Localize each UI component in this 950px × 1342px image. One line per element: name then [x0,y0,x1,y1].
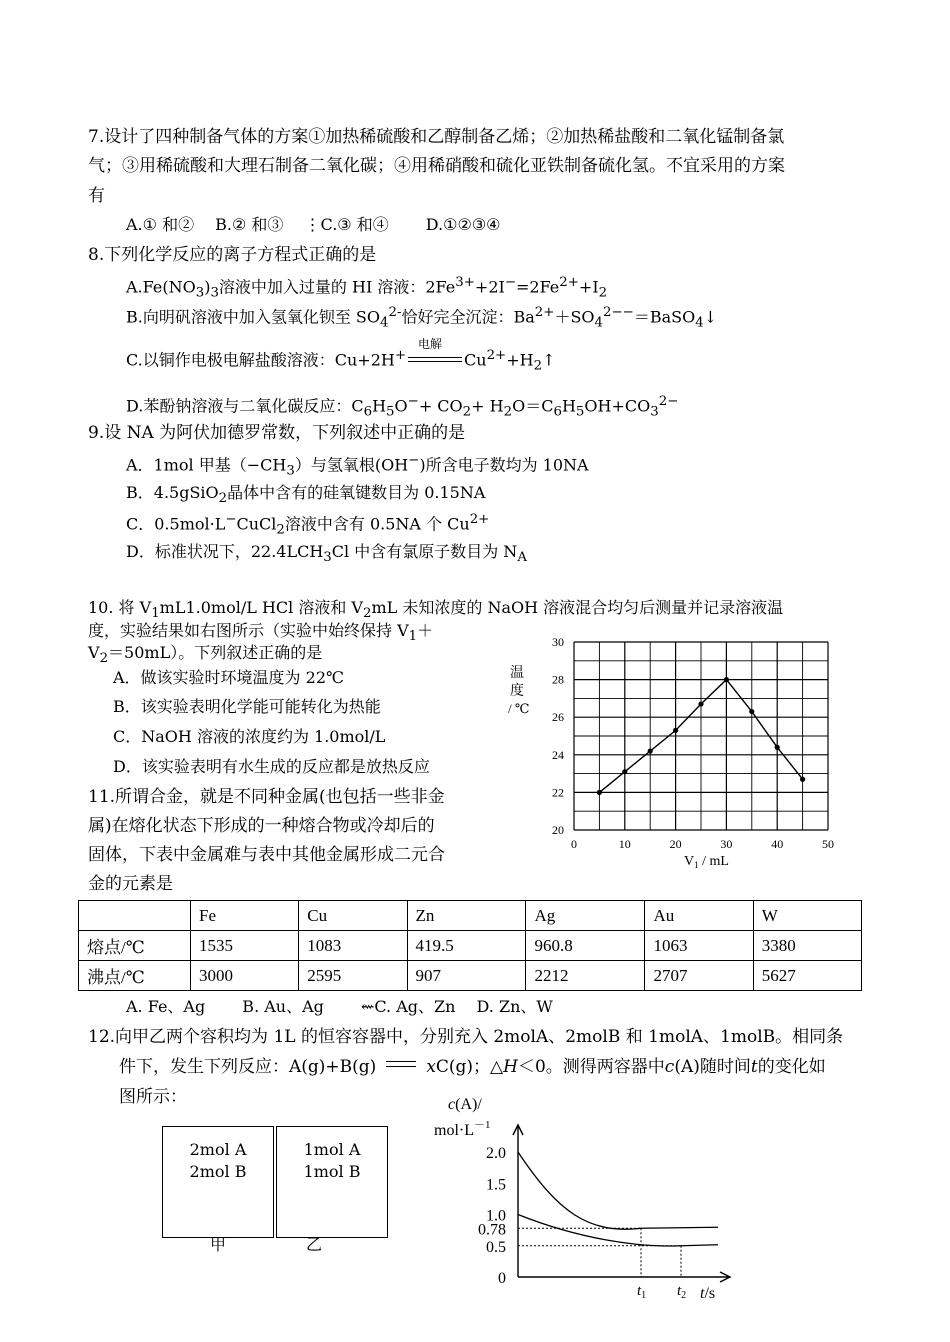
table-cell: 2707 [645,961,753,991]
chart-axes [513,1125,730,1282]
container-yi-line2: 1mol B [303,1162,361,1181]
table-cell [79,901,191,931]
x-tick-label: 50 [822,837,834,851]
data-point [597,790,602,795]
concentration-chart [430,1095,740,1305]
y-axis-label-unit: / ℃ [508,701,530,716]
table-cell: 2595 [299,961,407,991]
q11-options: A. Fe、Ag B. Au、Ag ⇜C. Ag、Zn D. Zn、W [126,997,553,1016]
q8-option-a: $A.Fe(NO_3)_3$溶液中加入过量的 HI 溶液：$2Fe^{3+}+2I^-=2Fe^{2+}+I_2$ [126,275,608,301]
q9-stem: 9.设 NA 为阿伏加德罗常数，下列叙述中正确的是 [88,423,466,443]
q11-line4: 金的元素是 [88,874,173,894]
table-cell: Cu [299,901,407,931]
temperature-chart [500,625,850,875]
data-point [749,709,754,714]
y-tick-label: 0.78 [478,1221,506,1239]
label-jia: 甲 [210,1235,227,1254]
table-header-row [79,901,862,931]
q9-option-a: A．1mol 甲基$(-CH_3)$与氢氧根(OH−)所含电子数均为 10NA [126,453,589,479]
y-tick-label: 24 [552,747,564,762]
table-cell: 1535 [191,931,299,961]
q10-line1: 10. 将 $V_1mL1.0mol/L$ HCl 溶液和 $V_2mL$ 未知浓度的 NaOH 溶液混合均匀后测量并记录溶液温 [88,598,784,622]
y-axis-label-c: c(A)/ [448,1096,482,1113]
q12-line2: 件下，发生下列反应：A(g)+B(g) xC(g)；△H＜0。测得两容器中c(A)随时间t的变化如 [119,1057,826,1077]
data-point [724,677,729,682]
q11-line1: 11.所谓合金，就是不同种金属(也包括一些非金 [88,787,445,807]
q7-options: A.① 和② B.② 和③ ⋮C.③ 和④ D.①②③④ [126,215,501,234]
electrolysis-arrow: 电解 [408,351,462,365]
y-tick-label: 1.0 [486,1207,506,1225]
label-yi: 乙 [306,1235,323,1254]
x-tick-label: 40 [771,837,784,851]
table-row [79,931,862,961]
x-mark-label: $t_1$ [637,1283,647,1301]
x-mark-label: $t_2$ [677,1283,687,1301]
q8-option-d: D.苯酚钠溶液与二氧化碳反应：$C_6H_5O^-+ CO_2+ H_2O=C_6H_5OH+CO_3^{2-}$ [126,394,679,420]
table-cell: 1063 [645,931,753,961]
table-cell: 3380 [753,931,861,961]
data-point [800,777,805,782]
table-cell: 1083 [299,931,407,961]
y-tick-label: 0.5 [486,1238,506,1256]
q9-option-b: B．4.5gSiO$_2$晶体中含有的硅氧键数目为 0.15NA [126,483,486,507]
y-tick-label: 0 [498,1270,506,1287]
container-yi-line1: 1mol A [303,1140,361,1159]
y-tick-label: 20 [552,823,564,837]
q11-line3: 固体，下表中金属难与表中其他金属形成二元合 [88,845,445,865]
y-axis-label-wen: 温 [510,666,524,681]
y-tick-label: 1.5 [486,1176,506,1194]
chart-grid [574,642,828,830]
y-tick-label: 2.0 [486,1145,506,1162]
data-point [775,745,780,750]
data-point [698,701,703,706]
y-tick-label: 26 [552,710,564,725]
table-cell: 960.8 [526,931,645,961]
table-cell: 5627 [753,961,861,991]
y-axis-label-unit: $mol\cdot L^{-1}$ [434,1119,491,1139]
q10-option-c: C．NaOH 溶液的浓度约为 1.0mol/L [113,727,386,746]
y-tick-label: 28 [552,672,564,687]
q11-line2: 属)在熔化状态下形成的一种熔合物或冷却后的 [88,816,435,836]
q7-line3: 有 [88,186,105,206]
q8-option-b: B.向明矾溶液中加入氢氧化钡至 $SO_4^{2-}$恰好完全沉淀：$Ba^{2+}+SO_4^{2--}=BaSO_4↓$ [126,305,718,331]
table-cell: Fe [191,901,299,931]
equilibrium-arrow [376,1058,426,1072]
container-jia-line1: 2mol A [189,1140,247,1159]
table-cell: Au [645,901,753,931]
table-cell: Ag [526,901,645,931]
curve-yi [518,1215,718,1247]
x-tick-label: 20 [669,837,682,851]
x-axis-label: $V_1$ / mL [684,854,729,870]
q8-option-c: C.以铜作电极电解盐酸溶液：Cu+2H+ 电解 $Cu^{2+}+H_2↑$ [126,337,556,374]
q10-option-b: B．该实验表明化学能可能转化为热能 [113,697,381,716]
x-tick-label: 30 [720,837,733,851]
table-cell: 熔点/℃ [79,931,191,961]
y-tick-label: 22 [552,785,564,800]
y-tick-label: 30 [552,635,564,649]
x-tick-label: 10 [618,837,631,851]
table-cell: 419.5 [407,931,526,961]
q10-option-a: A．做该实验时环境温度为 22℃ [113,668,344,687]
q7-line1: 7.设计了四种制备气体的方案①加热稀硫酸和乙醇制备乙烯；②加热稀盐酸和二氧化锰制备氯 [88,127,785,147]
q7-line2: 气；③用稀硫酸和大理石制备二氧化碳；④用稀硝酸和硫化亚铁制备硫化氢。不宜采用的方案 [88,156,785,176]
data-point [622,769,627,774]
data-point [648,748,653,753]
container-jia [162,1126,274,1238]
q12-line1: 12.向甲乙两个容积均为 1L 的恒容容器中，分别充入 2molA、2molB 和 1molA、1molB。相同条 [88,1027,844,1047]
table-cell: W [753,901,861,931]
table-cell: Zn [407,901,526,931]
container-jia-line2: 2mol B [189,1162,247,1181]
q12-line3: 图所示： [119,1087,187,1107]
y-axis-label-du: 度 [510,684,524,699]
q9-option-d: D．标准状况下，$22.4LCH_3Cl$ 中含有氯原子数目为 $N_A$ [126,542,527,566]
data-point [673,728,678,733]
x-tick-label: 0 [571,837,577,851]
metal-properties-table [78,900,862,991]
q10-line3: $V_2=50mL$）。下列叙述正确的是 [88,643,323,667]
table-cell: 907 [407,961,526,991]
table-cell: 2212 [526,961,645,991]
q10-option-d: D．该实验表明有水生成的反应都是放热反应 [113,757,430,776]
table-cell: 3000 [191,961,299,991]
curve-jia [518,1152,718,1229]
table-cell: 沸点/℃ [79,961,191,991]
q9-option-c: C．0.5mol·L−CuCl$_2$溶液中含有 0.5NA 个 $Cu^{2+}$ [126,512,490,538]
q10-line2: 度，实验结果如右图所示（实验中始终保持 $V_1+$ [88,621,434,645]
q8-stem: 8.下列化学反应的离子方程式正确的是 [88,245,377,265]
container-yi [276,1126,388,1238]
x-axis-label: t/s [700,1285,716,1302]
table-row [79,961,862,991]
